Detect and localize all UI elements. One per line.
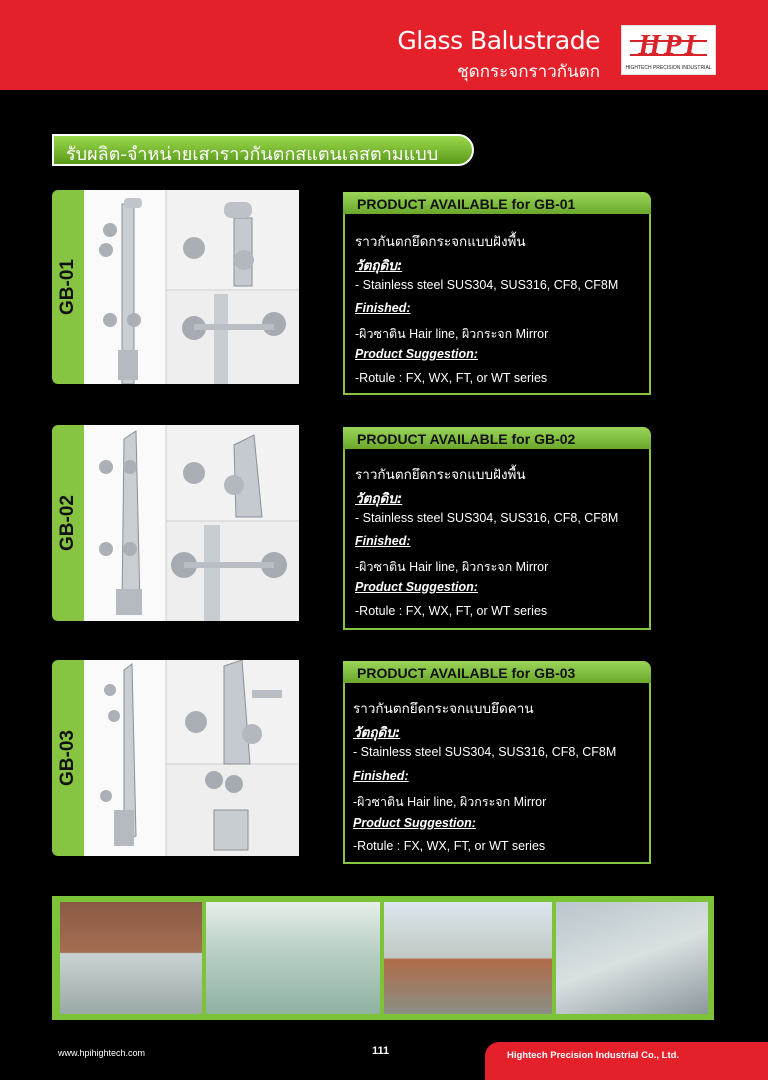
installation-photo-1 bbox=[60, 902, 202, 1014]
installation-photo-4 bbox=[556, 902, 708, 1014]
product-panel-gb01 bbox=[343, 214, 651, 395]
product-code-label: GB-01 bbox=[57, 259, 78, 315]
product-images-gb03 bbox=[84, 660, 299, 856]
product-photo-collage bbox=[84, 425, 299, 621]
product-tab-gb02 bbox=[52, 425, 84, 621]
installation-photo-2 bbox=[206, 902, 380, 1014]
page-title: Glass Balustrade bbox=[397, 26, 600, 55]
page-subtitle: ชุดกระจกราวกันตก bbox=[457, 62, 600, 82]
finished-value: -ผิวซาติน Hair line, ผิวกระจก Mirror bbox=[353, 795, 547, 809]
product-heading-gb03 bbox=[343, 661, 651, 683]
product-type: ราวกันตกยึดกระจกแบบฝังพื้น bbox=[355, 234, 526, 250]
product-panel-gb03 bbox=[343, 683, 651, 864]
product-images-gb01 bbox=[84, 190, 299, 384]
material-label: วัตถุดิบ: bbox=[353, 725, 401, 741]
product-photo-collage bbox=[84, 190, 299, 384]
material-label: วัตถุดิบ: bbox=[355, 258, 403, 274]
footer-bar bbox=[485, 1042, 768, 1080]
website-url[interactable]: www.hpihightech.com bbox=[58, 1048, 146, 1058]
finished-label: Finished: bbox=[355, 301, 411, 315]
suggestion-label: Product Suggestion: bbox=[353, 816, 476, 830]
product-type: ราวกันตกยึดกระจกแบบฝังพื้น bbox=[355, 467, 526, 483]
product-tab-gb03 bbox=[52, 660, 84, 856]
logo-mark: HPI bbox=[638, 29, 699, 61]
product-type: ราวกันตกยึดกระจกแบบยึดคาน bbox=[353, 701, 534, 717]
product-images-gb02 bbox=[84, 425, 299, 621]
finished-label: Finished: bbox=[353, 769, 409, 783]
company-name: Hightech Precision Industrial Co., Ltd. bbox=[507, 1050, 680, 1061]
product-code-label: GB-03 bbox=[57, 730, 78, 786]
finished-value: -ผิวซาติน Hair line, ผิวกระจก Mirror bbox=[355, 327, 549, 341]
finished-value: -ผิวซาติน Hair line, ผิวกระจก Mirror bbox=[355, 560, 549, 574]
suggestion-label: Product Suggestion: bbox=[355, 347, 478, 361]
material-value: - Stainless steel SUS304, SUS316, CF8, CF8M bbox=[353, 745, 617, 759]
suggestion-value: -Rotule : FX, WX, FT, or WT series bbox=[353, 839, 546, 853]
finished-label: Finished: bbox=[355, 534, 411, 548]
product-heading-gb01 bbox=[343, 192, 651, 214]
product-code-label: GB-02 bbox=[57, 495, 78, 551]
section-heading bbox=[52, 134, 474, 166]
suggestion-label: Product Suggestion: bbox=[355, 580, 478, 594]
section-heading-text: รับผลิต-จำหน่ายเสาราวกันตกสแตนเลสตามแบบ bbox=[66, 144, 439, 165]
product-photo-collage bbox=[84, 660, 299, 856]
suggestion-value: -Rotule : FX, WX, FT, or WT series bbox=[355, 604, 548, 618]
page-number: 111 bbox=[372, 1045, 390, 1057]
suggestion-value: -Rotule : FX, WX, FT, or WT series bbox=[355, 371, 548, 385]
material-label: วัตถุดิบ: bbox=[355, 491, 403, 507]
logo-subtext: HIGHTECH PRECISION INDUSTRIAL bbox=[625, 65, 712, 71]
product-panel-gb02 bbox=[343, 449, 651, 630]
product-heading-text: PRODUCT AVAILABLE for GB-03 bbox=[357, 665, 576, 681]
installation-photo-3 bbox=[384, 902, 552, 1014]
product-tab-gb01 bbox=[52, 190, 84, 384]
material-value: - Stainless steel SUS304, SUS316, CF8, CF8M bbox=[355, 278, 619, 292]
material-value: - Stainless steel SUS304, SUS316, CF8, CF8M bbox=[355, 511, 619, 525]
installation-photo-strip bbox=[52, 896, 714, 1020]
product-heading-text: PRODUCT AVAILABLE for GB-01 bbox=[357, 196, 576, 212]
hpi-logo bbox=[621, 25, 716, 75]
product-heading-text: PRODUCT AVAILABLE for GB-02 bbox=[357, 431, 576, 447]
product-heading-gb02 bbox=[343, 427, 651, 449]
